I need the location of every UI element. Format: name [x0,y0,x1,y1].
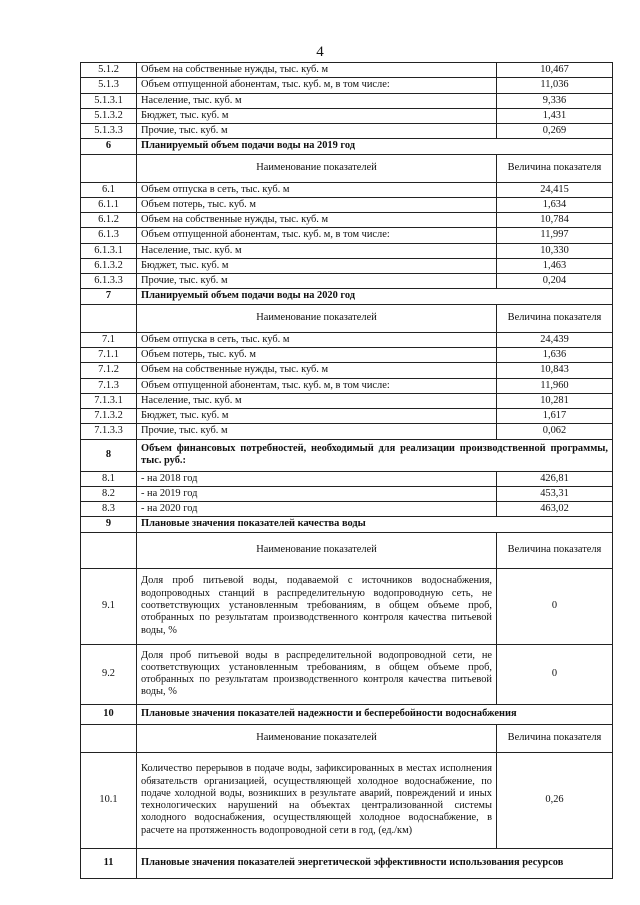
row-name: Население, тыс. куб. м [137,93,497,108]
section-title: Объем финансовых потребностей, необходимый для реализации производственной программы, тыс. руб.: [137,439,613,471]
row-number: 7.1.2 [81,363,137,378]
header-empty [81,724,137,752]
section-row [81,517,613,532]
row-number: 7.1.3 [81,378,137,393]
section-number: 11 [81,848,137,878]
row-name: Объем отпущенной абонентам, тыс. куб. м, в том числе: [137,228,497,243]
row-number: 5.1.3.2 [81,108,137,123]
table-row [81,393,613,408]
row-name: Доля проб питьевой воды, подаваемой с источников водоснабжения, водопроводных станций в распределительную водопроводную сеть, не соответствующих установленным требованиям, в общем объеме проб, отобранных по результатам производственного контроля качества питьевой воды, % [137,568,497,644]
row-value: 1,617 [497,409,613,424]
row-value: 9,336 [497,93,613,108]
table-row [81,486,613,501]
table-row [81,424,613,439]
row-value: 11,997 [497,228,613,243]
section-row [81,439,613,471]
table-row [81,93,613,108]
header-value: Величина показателя [497,154,613,182]
row-value: 0,26 [497,752,613,848]
row-number: 6.1.1 [81,197,137,212]
section-number: 7 [81,289,137,304]
section-title: Плановые значения показателей надежности и бесперебойности водоснабжения [137,704,613,724]
row-value: 1,463 [497,258,613,273]
row-value: 0,269 [497,124,613,139]
row-name: Объем на собственные нужды, тыс. куб. м [137,63,497,78]
column-header-row [81,154,613,182]
section-number: 9 [81,517,137,532]
header-name: Наименование показателей [137,154,497,182]
table-row [81,78,613,93]
row-number: 8.1 [81,471,137,486]
row-name: Прочие, тыс. куб. м [137,124,497,139]
row-name: Объем на собственные нужды, тыс. куб. м [137,363,497,378]
table-row [81,332,613,347]
row-value: 463,02 [497,502,613,517]
table-row [81,182,613,197]
table-row [81,63,613,78]
row-number: 9.2 [81,644,137,704]
row-name: Объем отпуска в сеть, тыс. куб. м [137,332,497,347]
row-value: 24,439 [497,332,613,347]
table-row [81,363,613,378]
row-number: 5.1.3.3 [81,124,137,139]
row-name: Объем на собственные нужды, тыс. куб. м [137,213,497,228]
page-number: 4 [316,44,324,60]
section-row [81,848,613,878]
table-row [81,378,613,393]
section-title: Плановые значения показателей энергетической эффективности использования ресурсов [137,848,613,878]
table-row [81,228,613,243]
section-row [81,289,613,304]
header-value: Величина показателя [497,304,613,332]
table-row [81,213,613,228]
row-name: - на 2019 год [137,486,497,501]
row-name: Прочие, тыс. куб. м [137,424,497,439]
row-number: 10.1 [81,752,137,848]
table-row [81,502,613,517]
row-value: 10,330 [497,243,613,258]
row-value: 11,036 [497,78,613,93]
header-name: Наименование показателей [137,304,497,332]
row-number: 8.2 [81,486,137,501]
row-number: 7.1.3.1 [81,393,137,408]
row-number: 6.1.3.1 [81,243,137,258]
table-row [81,274,613,289]
section-title: Плановые значения показателей качества воды [137,517,613,532]
row-number: 7.1.3.3 [81,424,137,439]
row-number: 7.1.1 [81,347,137,362]
row-name: Объем отпуска в сеть, тыс. куб. м [137,182,497,197]
row-number: 6.1.3.2 [81,258,137,273]
row-number: 7.1 [81,332,137,347]
row-name: Бюджет, тыс. куб. м [137,409,497,424]
section-number: 8 [81,439,137,471]
row-name: Объем потерь, тыс. куб. м [137,347,497,362]
row-name: Объем потерь, тыс. куб. м [137,197,497,212]
row-name: - на 2018 год [137,471,497,486]
table-row [81,568,613,644]
section-row [81,139,613,154]
header-value: Величина показателя [497,724,613,752]
header-empty [81,532,137,568]
header-value: Величина показателя [497,532,613,568]
row-name: Объем отпущенной абонентам, тыс. куб. м, в том числе: [137,78,497,93]
column-header-row [81,724,613,752]
section-title: Планируемый объем подачи воды на 2020 год [137,289,613,304]
row-number: 7.1.3.2 [81,409,137,424]
row-value: 0 [497,568,613,644]
row-name: Бюджет, тыс. куб. м [137,258,497,273]
table-row [81,197,613,212]
row-number: 5.1.2 [81,63,137,78]
row-name: Население, тыс. куб. м [137,393,497,408]
row-number: 8.3 [81,502,137,517]
row-value: 10,784 [497,213,613,228]
row-name: Объем отпущенной абонентам, тыс. куб. м, в том числе: [137,378,497,393]
table-row [81,644,613,704]
row-value: 426,81 [497,471,613,486]
row-value: 1,636 [497,347,613,362]
table-row [81,752,613,848]
row-value: 1,431 [497,108,613,123]
row-number: 9.1 [81,568,137,644]
row-value: 0,204 [497,274,613,289]
row-name: Бюджет, тыс. куб. м [137,108,497,123]
row-number: 6.1.3.3 [81,274,137,289]
row-value: 453,31 [497,486,613,501]
row-value: 0,062 [497,424,613,439]
column-header-row [81,304,613,332]
table-row [81,124,613,139]
table-row [81,409,613,424]
row-value: 10,281 [497,393,613,408]
table-row [81,243,613,258]
column-header-row [81,532,613,568]
row-name: Население, тыс. куб. м [137,243,497,258]
row-name: Количество перерывов в подаче воды, зафиксированных в местах исполнения обязательств организацией, осуществляющей холодное водоснабжение, по подаче холодной воды, возникших в результате аварий, повреждений и иных технологических нарушений на объектах централизованной системы холодного водоснабжения, осуществляющей холодное водоснабжение, в расчете на протяженность водопроводной сети в год, (ед./км) [137,752,497,848]
header-name: Наименование показателей [137,532,497,568]
row-value: 1,634 [497,197,613,212]
row-value: 0 [497,644,613,704]
row-number: 6.1.3 [81,228,137,243]
row-value: 11,960 [497,378,613,393]
table-row [81,108,613,123]
row-number: 5.1.3 [81,78,137,93]
section-number: 6 [81,139,137,154]
header-empty [81,304,137,332]
row-value: 10,467 [497,63,613,78]
row-name: Прочие, тыс. куб. м [137,274,497,289]
table-row [81,258,613,273]
header-name: Наименование показателей [137,724,497,752]
header-empty [81,154,137,182]
row-name: - на 2020 год [137,502,497,517]
row-value: 10,843 [497,363,613,378]
table-row [81,471,613,486]
section-title: Планируемый объем подачи воды на 2019 год [137,139,613,154]
section-number: 10 [81,704,137,724]
indicators-table [80,62,613,879]
row-value: 24,415 [497,182,613,197]
row-number: 6.1 [81,182,137,197]
table-row [81,347,613,362]
section-row [81,704,613,724]
row-name: Доля проб питьевой воды в распределительной водопроводной сети, не соответствующих установленным требованиям, в общем объеме проб, отобранных по результатам производственного контроля качества питьевой воды, % [137,644,497,704]
row-number: 5.1.3.1 [81,93,137,108]
row-number: 6.1.2 [81,213,137,228]
